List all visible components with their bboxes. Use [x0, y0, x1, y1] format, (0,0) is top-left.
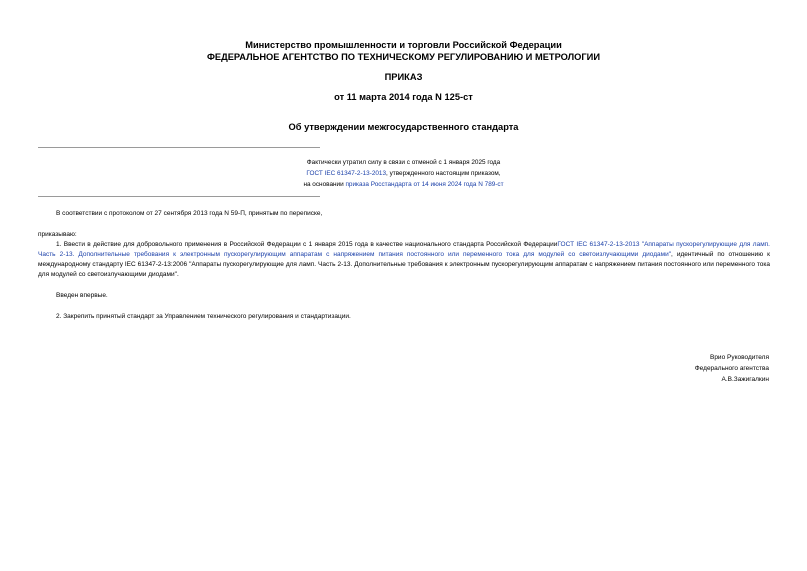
doc-date-number: от 11 марта 2014 года N 125-ст: [334, 92, 473, 102]
item-2: 2. Закрепить принятый стандарт за Управлением технического регулирования и стандартизации.: [56, 313, 351, 320]
item-1: [38, 240, 770, 280]
divider-top: [38, 147, 320, 148]
preamble: В соответствии с протоколом от 27 сентября 2013 года N 59-П, принятым по переписке,: [56, 210, 323, 217]
gost-standard-link[interactable]: ГОСТ IEC 61347-2-13-2013 "Аппараты пускорегулирующие для ламп. Часть 2-13. Дополнительные требования к электронным пускорегулирующим аппаратам с напряжением питания постоянного или переменного тока для модулей со светоизлучающими диодами": [38, 241, 770, 258]
signer-position: Врио Руководителя: [709, 354, 769, 361]
agency-title: ФЕДЕРАЛЬНОЕ АГЕНТСТВО ПО ТЕХНИЧЕСКОМУ РЕГУЛИРОВАНИЮ И МЕТРОЛОГИИ: [206, 52, 601, 62]
item-1-suffix: , идентичный по отношению к международному стандарту IEC 61347-2-13:2006 "Аппараты пускорегулирующие для ламп. Часть 2-13. Дополнительные требования к электронным пускорегулирующим аппаратам с напряжением питания постоянного или переменного тока для модулей со светоизлучающими диодами".: [38, 251, 770, 278]
gost-link[interactable]: ГОСТ IEC 61347-2-13-2013: [306, 170, 387, 177]
status-note-line2: [0, 168, 807, 179]
signature-block: [695, 352, 769, 385]
item-1-prefix: 1. Ввести в действие для добровольного применения в Российской Федерации с 1 января 2015 года в качестве национального стандарта Российской Федерации: [56, 241, 558, 248]
doc-subject: Об утверждении межгосударственного стандарта: [288, 122, 519, 132]
signer-name: А.В.Зажигалкин: [721, 376, 769, 383]
doc-type: ПРИКАЗ: [384, 72, 423, 82]
rosstandart-order-link[interactable]: приказа Росстандарта от 14 июня 2024 года N 789-ст: [345, 181, 504, 188]
status-note-line3: [0, 179, 807, 190]
divider-bottom: [38, 196, 320, 197]
ministry-title: Министерство промышленности и торговли Российской Федерации: [245, 40, 562, 50]
status-note-line3-text: на основании: [303, 181, 346, 188]
order-word: приказываю:: [38, 231, 77, 238]
status-note-line2-text: , утвержденного настоящим приказом,: [386, 170, 501, 177]
status-note-line1: Фактически утратил силу в связи с отменой с 1 января 2025 года: [306, 159, 501, 166]
introduced-note: Введен впервые.: [56, 292, 108, 299]
signer-org: Федерального агентства: [694, 365, 769, 372]
